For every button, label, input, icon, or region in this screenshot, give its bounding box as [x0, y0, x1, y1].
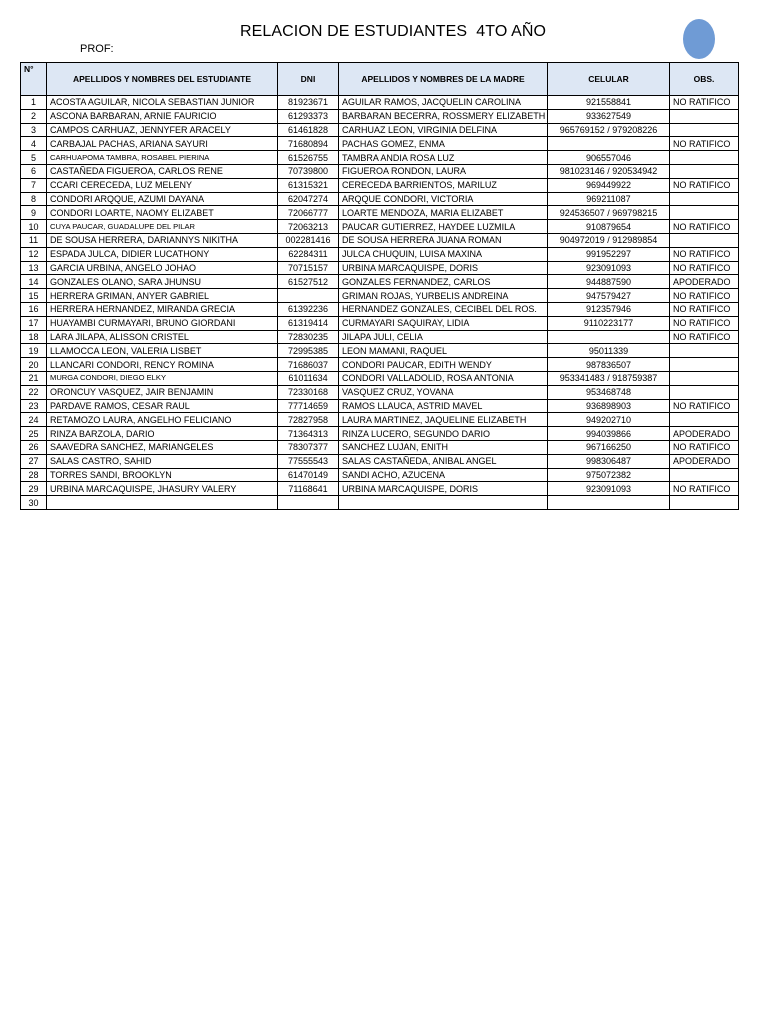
cell-student-name: CARBAJAL PACHAS, ARIANA SAYURI: [47, 137, 278, 151]
cell-dni: 62047274: [278, 192, 339, 206]
cell-mother-name: CARHUAZ LEON, VIRGINIA DELFINA: [339, 123, 548, 137]
cell-number: 27: [21, 454, 47, 468]
cell-dni: 70739800: [278, 164, 339, 178]
cell-obs: NO RATIFICO: [670, 261, 739, 275]
cell-dni: 72063213: [278, 220, 339, 234]
cell-student-name: PARDAVE RAMOS, CESAR RAUL: [47, 399, 278, 413]
cell-mother-name: LEON MAMANI, RAQUEL: [339, 344, 548, 358]
cell-number: 6: [21, 164, 47, 178]
cell-phone: 994039866: [548, 427, 670, 441]
table-row: [21, 123, 739, 137]
cell-student-name: HERRERA GRIMAN, ANYER GABRIEL: [47, 289, 278, 303]
cell-mother-name: PACHAS GOMEZ, ENMA: [339, 137, 548, 151]
cell-phone: 975072382: [548, 468, 670, 482]
cell-phone: 944887590: [548, 275, 670, 289]
cell-obs: APODERADO: [670, 427, 739, 441]
cell-student-name: CONDORI ARQQUE, AZUMI DAYANA: [47, 192, 278, 206]
cell-dni: 70715157: [278, 261, 339, 275]
cell-dni: 81923671: [278, 96, 339, 110]
cell-obs: NO RATIFICO: [670, 137, 739, 151]
cell-number: 4: [21, 137, 47, 151]
cell-mother-name: CONDORI PAUCAR, EDITH WENDY: [339, 358, 548, 372]
cell-dni: 78307377: [278, 440, 339, 454]
table-row: [21, 137, 739, 151]
cell-student-name: LLAMOCCA LEON, VALERIA LISBET: [47, 344, 278, 358]
table-row: [21, 385, 739, 399]
page-title: RELACION DE ESTUDIANTES 4TO AÑO: [239, 23, 547, 40]
cell-phone: 936898903: [548, 399, 670, 413]
cell-student-name: CCARI CERECEDA, LUZ MELENY: [47, 178, 278, 192]
cell-number: 16: [21, 302, 47, 316]
table-row: [21, 371, 739, 385]
cell-obs: [670, 344, 739, 358]
cell-number: 29: [21, 482, 47, 496]
table-row: [21, 496, 739, 510]
cell-number: 28: [21, 468, 47, 482]
cell-student-name: SAAVEDRA SANCHEZ, MARIANGELES: [47, 440, 278, 454]
cell-phone: 904972019 / 912989854: [548, 233, 670, 247]
cell-phone: 923091093: [548, 261, 670, 275]
cell-obs: NO RATIFICO: [670, 96, 739, 110]
cell-dni: 61392236: [278, 302, 339, 316]
cell-dni: [278, 289, 339, 303]
cell-phone: 947579427: [548, 289, 670, 303]
table-row: [21, 247, 739, 261]
cell-mother-name: PAUCAR GUTIERREZ, HAYDEE LUZMILA: [339, 220, 548, 234]
cell-phone: 9110223177: [548, 316, 670, 330]
cell-phone: 924536507 / 969798215: [548, 206, 670, 220]
table-row: [21, 302, 739, 316]
cell-mother-name: GONZALES FERNANDEZ, CARLOS: [339, 275, 548, 289]
table-row: [21, 316, 739, 330]
cell-student-name: ASCONA BARBARAN, ARNIE FAURICIO: [47, 109, 278, 123]
cell-phone: 953468748: [548, 385, 670, 399]
cell-student-name: TORRES SANDI, BROOKLYN: [47, 468, 278, 482]
cell-mother-name: CONDORI VALLADOLID, ROSA ANTONIA: [339, 371, 548, 385]
cell-obs: APODERADO: [670, 275, 739, 289]
table-row: [21, 275, 739, 289]
cell-obs: NO RATIFICO: [670, 330, 739, 344]
cell-obs: NO RATIFICO: [670, 302, 739, 316]
cell-dni: 72830235: [278, 330, 339, 344]
cell-obs: NO RATIFICO: [670, 247, 739, 261]
column-header-dni: DNI: [278, 63, 339, 96]
cell-student-name: LARA JILAPA, ALISSON CRISTEL: [47, 330, 278, 344]
cell-phone: 967166250: [548, 440, 670, 454]
table-header-row: [21, 63, 739, 96]
cell-mother-name: SALAS CASTAÑEDA, ANIBAL ANGEL: [339, 454, 548, 468]
table-row: [21, 330, 739, 344]
table-row: [21, 413, 739, 427]
cell-student-name: SALAS CASTRO, SAHID: [47, 454, 278, 468]
table-row: [21, 206, 739, 220]
decorative-circle: [683, 19, 715, 59]
cell-student-name: RETAMOZO LAURA, ANGELHO FELICIANO: [47, 413, 278, 427]
cell-obs: [670, 164, 739, 178]
cell-number: 13: [21, 261, 47, 275]
cell-dni: 61527512: [278, 275, 339, 289]
cell-dni: 61526755: [278, 151, 339, 165]
cell-student-name: HUAYAMBI CURMAYARI, BRUNO GIORDANI: [47, 316, 278, 330]
table-row: [21, 454, 739, 468]
table-row: [21, 220, 739, 234]
cell-number: 30: [21, 496, 47, 510]
cell-obs: NO RATIFICO: [670, 482, 739, 496]
cell-dni: 61470149: [278, 468, 339, 482]
cell-dni: 61319414: [278, 316, 339, 330]
table-row: [21, 192, 739, 206]
cell-phone: 991952297: [548, 247, 670, 261]
table-row: [21, 261, 739, 275]
cell-phone: [548, 496, 670, 510]
cell-mother-name: URBINA MARCAQUISPE, DORIS: [339, 261, 548, 275]
column-header-phone: CELULAR: [548, 63, 670, 96]
cell-phone: 912357946: [548, 302, 670, 316]
table-row: [21, 440, 739, 454]
cell-dni: 71168641: [278, 482, 339, 496]
cell-mother-name: DE SOUSA HERRERA JUANA ROMAN: [339, 233, 548, 247]
cell-student-name: RINZA BARZOLA, DARIO: [47, 427, 278, 441]
cell-phone: 987836507: [548, 358, 670, 372]
cell-number: 25: [21, 427, 47, 441]
cell-obs: APODERADO: [670, 454, 739, 468]
cell-phone: 933627549: [548, 109, 670, 123]
cell-mother-name: HERNANDEZ GONZALES, CECIBEL DEL ROS.: [339, 302, 548, 316]
cell-mother-name: VASQUEZ CRUZ, YOVANA: [339, 385, 548, 399]
cell-phone: 923091093: [548, 482, 670, 496]
cell-obs: [670, 468, 739, 482]
cell-student-name: CARHUAPOMA TAMBRA, ROSABEL PIERINA: [47, 151, 278, 165]
cell-student-name: DE SOUSA HERRERA, DARIANNYS NIKITHA: [47, 233, 278, 247]
cell-mother-name: FIGUEROA RONDON, LAURA: [339, 164, 548, 178]
table-row: [21, 399, 739, 413]
cell-student-name: HERRERA HERNANDEZ, MIRANDA GRECIA: [47, 302, 278, 316]
cell-dni: 72066777: [278, 206, 339, 220]
cell-dni: 77555543: [278, 454, 339, 468]
cell-phone: 95011339: [548, 344, 670, 358]
cell-phone: 921558841: [548, 96, 670, 110]
table-row: [21, 358, 739, 372]
cell-mother-name: [339, 496, 548, 510]
table-row: [21, 482, 739, 496]
cell-obs: [670, 496, 739, 510]
cell-number: 11: [21, 233, 47, 247]
cell-student-name: URBINA MARCAQUISPE, JHASURY VALERY: [47, 482, 278, 496]
cell-number: 22: [21, 385, 47, 399]
students-table: [20, 62, 739, 510]
cell-mother-name: LAURA MARTINEZ, JAQUELINE ELIZABETH: [339, 413, 548, 427]
cell-mother-name: AGUILAR RAMOS, JACQUELIN CAROLINA: [339, 96, 548, 110]
cell-obs: [670, 385, 739, 399]
cell-phone: 949202710: [548, 413, 670, 427]
cell-obs: [670, 192, 739, 206]
cell-number: 21: [21, 371, 47, 385]
cell-mother-name: GRIMAN ROJAS, YURBELIS ANDREINA: [339, 289, 548, 303]
cell-obs: NO RATIFICO: [670, 399, 739, 413]
cell-dni: 72827958: [278, 413, 339, 427]
cell-student-name: ACOSTA AGUILAR, NICOLA SEBASTIAN JUNIOR: [47, 96, 278, 110]
cell-student-name: ESPADA JULCA, DIDIER LUCATHONY: [47, 247, 278, 261]
cell-mother-name: JULCA CHUQUIN, LUISA MAXINA: [339, 247, 548, 261]
cell-phone: [548, 137, 670, 151]
cell-dni: [278, 496, 339, 510]
table-row: [21, 109, 739, 123]
cell-student-name: MURGA CONDORI, DIEGO ELKY: [47, 371, 278, 385]
table-row: [21, 289, 739, 303]
cell-student-name: ORONCUY VASQUEZ, JAIR BENJAMIN: [47, 385, 278, 399]
cell-phone: 969449922: [548, 178, 670, 192]
cell-obs: [670, 371, 739, 385]
cell-obs: [670, 109, 739, 123]
cell-obs: NO RATIFICO: [670, 289, 739, 303]
cell-dni: 61293373: [278, 109, 339, 123]
cell-dni: 71686037: [278, 358, 339, 372]
prof-label: PROF:: [80, 43, 114, 55]
column-header-mother: APELLIDOS Y NOMBRES DE LA MADRE: [339, 63, 548, 96]
cell-mother-name: BARBARAN BECERRA, ROSSMERY ELIZABETH: [339, 109, 548, 123]
cell-phone: 906557046: [548, 151, 670, 165]
cell-dni: 002281416: [278, 233, 339, 247]
table-row: [21, 427, 739, 441]
table-row: [21, 468, 739, 482]
cell-mother-name: SANCHEZ LUJAN, ENITH: [339, 440, 548, 454]
cell-number: 23: [21, 399, 47, 413]
cell-obs: [670, 123, 739, 137]
cell-phone: 998306487: [548, 454, 670, 468]
cell-number: 18: [21, 330, 47, 344]
cell-student-name: CONDORI LOARTE, NAOMY ELIZABET: [47, 206, 278, 220]
cell-number: 15: [21, 289, 47, 303]
cell-obs: NO RATIFICO: [670, 178, 739, 192]
cell-number: 2: [21, 109, 47, 123]
cell-dni: 61461828: [278, 123, 339, 137]
cell-dni: 61315321: [278, 178, 339, 192]
table-row: [21, 164, 739, 178]
column-header-student: APELLIDOS Y NOMBRES DEL ESTUDIANTE: [47, 63, 278, 96]
cell-obs: [670, 206, 739, 220]
table-row: [21, 178, 739, 192]
cell-number: 12: [21, 247, 47, 261]
cell-student-name: CASTAÑEDA FIGUEROA, CARLOS RENE: [47, 164, 278, 178]
cell-mother-name: RAMOS LLAUCA, ASTRID MAVEL: [339, 399, 548, 413]
cell-obs: [670, 233, 739, 247]
cell-student-name: CAMPOS CARHUAZ, JENNYFER ARACELY: [47, 123, 278, 137]
cell-phone: 969211087: [548, 192, 670, 206]
table-row: [21, 96, 739, 110]
cell-mother-name: SANDI ACHO, AZUCENA: [339, 468, 548, 482]
cell-dni: 71680894: [278, 137, 339, 151]
cell-number: 20: [21, 358, 47, 372]
cell-mother-name: CURMAYARI SAQUIRAY, LIDIA: [339, 316, 548, 330]
cell-student-name: CUYA PAUCAR, GUADALUPE DEL PILAR: [47, 220, 278, 234]
cell-number: 8: [21, 192, 47, 206]
cell-obs: NO RATIFICO: [670, 220, 739, 234]
cell-obs: NO RATIFICO: [670, 440, 739, 454]
cell-obs: [670, 358, 739, 372]
cell-number: 7: [21, 178, 47, 192]
cell-dni: 77714659: [278, 399, 339, 413]
cell-student-name: LLANCARI CONDORI, RENCY ROMINA: [47, 358, 278, 372]
column-header-number: N°: [21, 63, 47, 96]
cell-number: 10: [21, 220, 47, 234]
cell-dni: 61011634: [278, 371, 339, 385]
cell-number: 19: [21, 344, 47, 358]
cell-phone: [548, 330, 670, 344]
cell-obs: [670, 151, 739, 165]
cell-dni: 71364313: [278, 427, 339, 441]
cell-number: 5: [21, 151, 47, 165]
cell-phone: 965769152 / 979208226: [548, 123, 670, 137]
cell-phone: 910879654: [548, 220, 670, 234]
cell-mother-name: ARQQUE CONDORI, VICTORIA: [339, 192, 548, 206]
cell-student-name: [47, 496, 278, 510]
cell-phone: 981023146 / 920534942: [548, 164, 670, 178]
table-row: [21, 344, 739, 358]
cell-mother-name: URBINA MARCAQUISPE, DORIS: [339, 482, 548, 496]
cell-number: 1: [21, 96, 47, 110]
cell-mother-name: LOARTE MENDOZA, MARIA ELIZABET: [339, 206, 548, 220]
cell-number: 24: [21, 413, 47, 427]
cell-dni: 62284311: [278, 247, 339, 261]
cell-dni: 72995385: [278, 344, 339, 358]
cell-mother-name: TAMBRA ANDIA ROSA LUZ: [339, 151, 548, 165]
cell-obs: [670, 413, 739, 427]
cell-number: 9: [21, 206, 47, 220]
cell-mother-name: JILAPA JULI, CELIA: [339, 330, 548, 344]
cell-number: 3: [21, 123, 47, 137]
cell-number: 17: [21, 316, 47, 330]
table-row: [21, 151, 739, 165]
column-header-obs: OBS.: [670, 63, 739, 96]
table-row: [21, 233, 739, 247]
cell-mother-name: RINZA LUCERO, SEGUNDO DARIO: [339, 427, 548, 441]
cell-number: 26: [21, 440, 47, 454]
cell-number: 14: [21, 275, 47, 289]
cell-obs: NO RATIFICO: [670, 316, 739, 330]
cell-phone: 953341483 / 918759387: [548, 371, 670, 385]
cell-student-name: GARCIA URBINA, ANGELO JOHAO: [47, 261, 278, 275]
cell-mother-name: CERECEDA BARRIENTOS, MARILUZ: [339, 178, 548, 192]
cell-dni: 72330168: [278, 385, 339, 399]
cell-student-name: GONZALES OLANO, SARA JHUNSU: [47, 275, 278, 289]
